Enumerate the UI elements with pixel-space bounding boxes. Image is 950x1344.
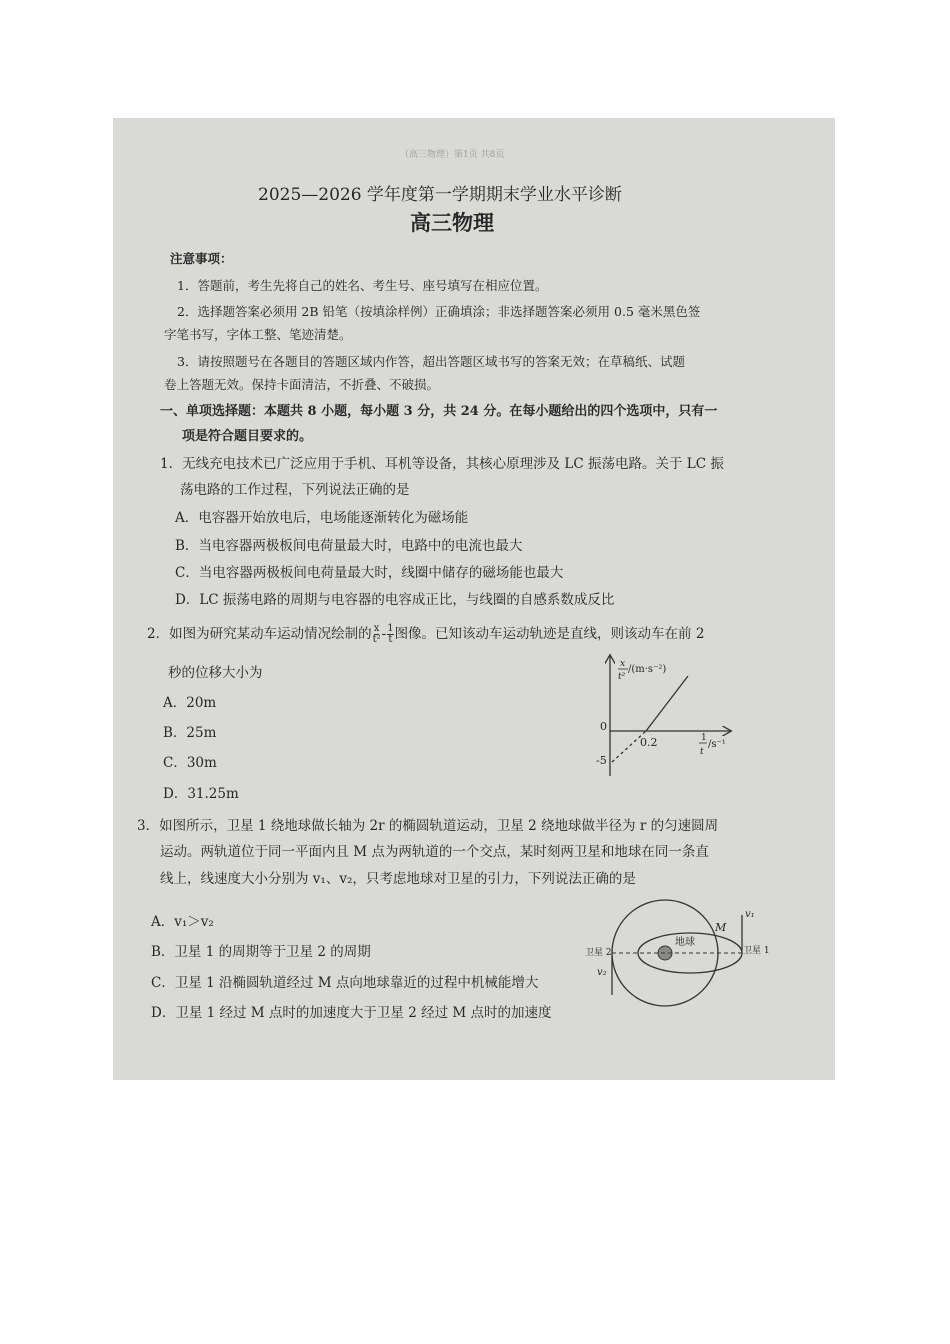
frac-den: t² xyxy=(372,634,381,645)
q3-stem: 3．如图所示，卫星 1 绕地球做长轴为 2r 的椭圆轨道运动，卫星 2 绕地球做半径为 r 的匀速圆周 xyxy=(137,818,719,834)
q3-stem-cont: 运动。两轨道位于同一平面内且 M 点为两轨道的一个交点，某时刻两卫星和地球在同一条直 xyxy=(160,844,709,860)
q2-option-c: C．30m xyxy=(163,755,217,771)
note-item: 2．选择题答案必须用 2B 铅笔（按填涂样例）正确填涂；非选择题答案必须用 0.5 毫米黑色签 xyxy=(177,304,701,319)
page-header-faint: （高三物理）第1页 共8页 xyxy=(400,150,505,160)
q2-stem xyxy=(147,624,704,645)
q1-option-d: D．LC 振荡电路的周期与电容器的电容成正比，与线圈的自感系数成反比 xyxy=(175,592,615,608)
x-label-den: t xyxy=(700,747,704,757)
y-axis-label: /(m·s⁻²) xyxy=(628,664,667,675)
y-label-num: x xyxy=(620,659,626,669)
notes-heading: 注意事项： xyxy=(170,251,233,266)
frac-num: x xyxy=(373,623,380,634)
q3-option-a: A．v₁＞v₂ xyxy=(151,914,214,930)
q3-option-d: D．卫星 1 经过 M 点时的加速度大于卫星 2 经过 M 点时的加速度 xyxy=(151,1005,552,1021)
q3-orbit-figure xyxy=(575,895,790,1025)
q2-option-b: B．25m xyxy=(163,725,217,741)
q1-option-c: C．当电容器两极板间电荷量最大时，线圈中储存的磁场能也最大 xyxy=(175,565,564,581)
v1-label: v₁ xyxy=(745,909,755,920)
earth-label: 地球 xyxy=(675,937,695,948)
frac-num: 1 xyxy=(387,623,394,634)
fraction xyxy=(373,624,381,645)
q2-stem-text: 2．如图为研究某动车运动情况绘制的 xyxy=(147,626,372,642)
x-tick-label: 0.2 xyxy=(640,736,658,749)
x-axis-label: /s⁻¹ xyxy=(708,739,726,750)
graph-line xyxy=(646,676,688,731)
point-m-label: M xyxy=(715,921,727,934)
y-label-den: t² xyxy=(618,672,626,682)
q2-graph xyxy=(590,650,740,780)
section-heading: 一、单项选择题：本题共 8 小题，每小题 3 分，共 24 分。在每小题给出的四个选项中，只有一 xyxy=(160,404,718,419)
origin-label: 0 xyxy=(600,720,607,733)
frac-den: t xyxy=(388,634,393,645)
minus: - xyxy=(381,626,387,642)
x-label-num: 1 xyxy=(701,733,707,743)
note-item: 1．答题前，考生先将自己的姓名、考生号、座号填写在相应位置。 xyxy=(177,278,548,293)
q1-stem: 1．无线充电技术已广泛应用于手机、耳机等设备，其核心原理涉及 LC 振荡电路。关于 LC 振 xyxy=(160,456,724,472)
q1-stem-cont: 荡电路的工作过程，下列说法正确的是 xyxy=(180,482,410,498)
exam-subject: 高三物理 xyxy=(410,210,494,235)
q2-option-a: A．20m xyxy=(163,695,217,711)
y-tick-label: -5 xyxy=(596,754,607,767)
note-item: 字笔书写，字体工整、笔迹清楚。 xyxy=(164,327,352,342)
satellite-1-label: 卫星 1 xyxy=(743,946,770,956)
note-item: 3．请按照题号在各题目的答题区域内作答，超出答题区域书写的答案无效；在草稿纸、试题 xyxy=(177,354,685,369)
q3-stem-cont: 线上，线速度大小分别为 v₁、v₂，只考虑地球对卫星的引力，下列说法正确的是 xyxy=(160,871,636,887)
satellite-2-label: 卫星 2 xyxy=(585,948,612,958)
q2-stem-cont: 秒的位移大小为 xyxy=(168,665,263,681)
v2-label: v₂ xyxy=(597,967,607,978)
q3-option-b: B．卫星 1 的周期等于卫星 2 的周期 xyxy=(151,944,371,960)
q2-option-d: D．31.25m xyxy=(163,786,239,802)
exam-title: 2025—2026 学年度第一学期期末学业水平诊断 xyxy=(258,185,622,205)
q1-option-b: B．当电容器两极板间电荷量最大时，电路中的电流也最大 xyxy=(175,538,523,554)
fraction xyxy=(387,624,393,645)
q3-option-c: C．卫星 1 沿椭圆轨道经过 M 点向地球靠近的过程中机械能增大 xyxy=(151,975,539,991)
note-item: 卷上答题无效。保持卡面清洁，不折叠、不破损。 xyxy=(164,377,440,392)
section-heading-cont: 项是符合题目要求的。 xyxy=(182,429,313,444)
q1-option-a: A．电容器开始放电后，电场能逐渐转化为磁场能 xyxy=(175,510,469,526)
q2-stem-text: 图像。已知该动车运动轨迹是直线，则该动车在前 2 xyxy=(394,626,705,642)
